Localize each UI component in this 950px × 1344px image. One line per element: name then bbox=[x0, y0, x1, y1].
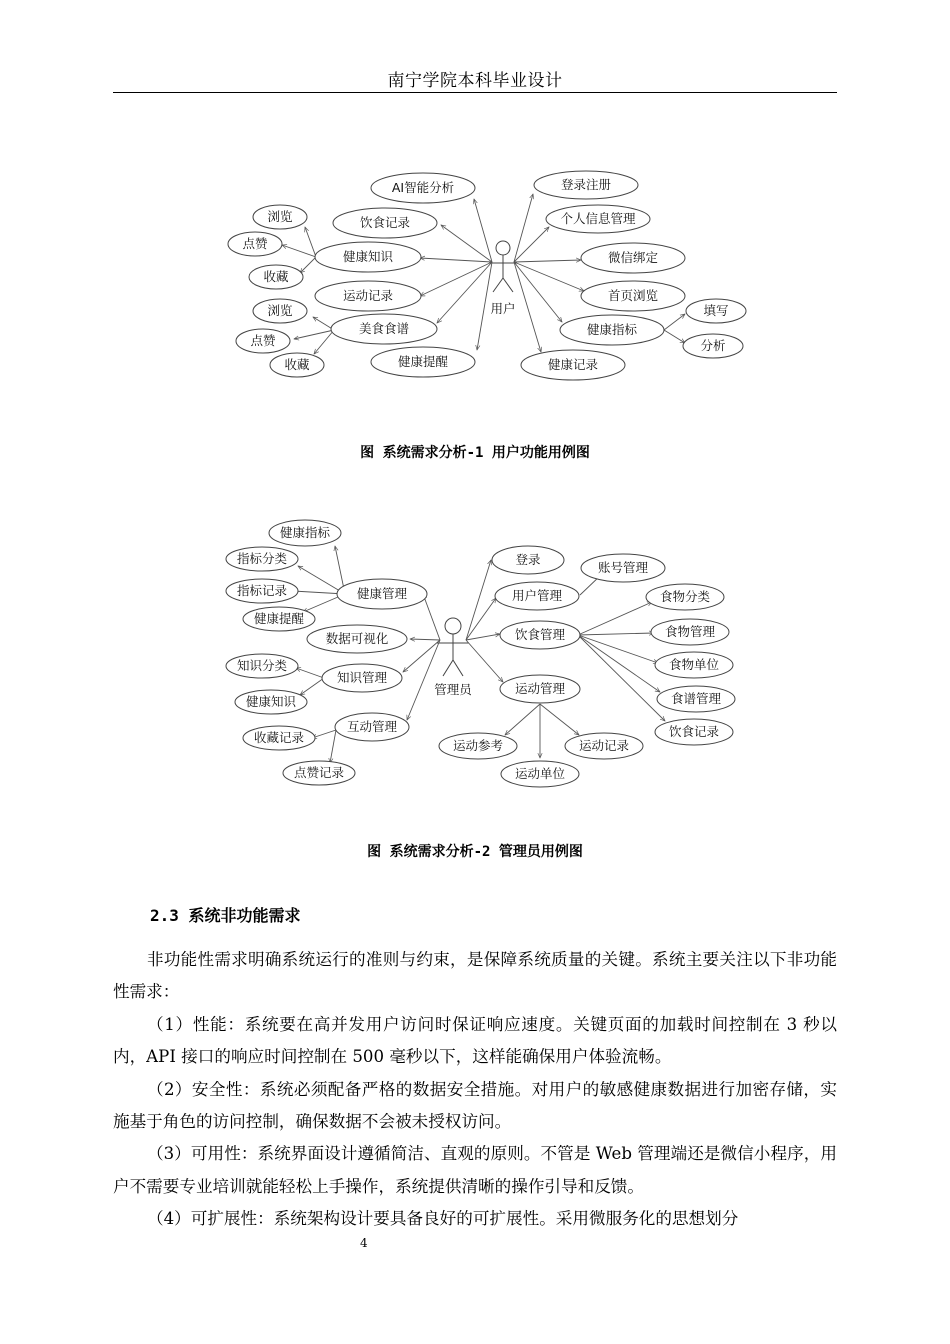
use-case-knowledge-browse bbox=[253, 205, 307, 229]
svg-text:饮食记录: 饮食记录 bbox=[359, 215, 411, 230]
paragraph: （1）性能：系统要在高并发用户访问时保证响应速度。关键页面的加载时间控制在 3 秒以内，API 接口的响应时间控制在 500 毫秒以下，这样能确保用户体验流畅。 bbox=[113, 1014, 837, 1067]
svg-text:健康记录: 健康记录 bbox=[547, 357, 599, 372]
svg-text:指标记录: 指标记录 bbox=[236, 583, 288, 598]
use-case-exercise-management bbox=[500, 675, 580, 703]
paragraph: 非功能性需求明确系统运行的准则与约束，是保障系统质量的关键。系统主要关注以下非功能性需求： bbox=[113, 950, 837, 1002]
svg-text:AI智能分析: AI智能分析 bbox=[391, 180, 455, 195]
svg-text:运动记录: 运动记录 bbox=[578, 738, 630, 753]
svg-text:点赞: 点赞 bbox=[242, 236, 268, 251]
svg-text:登录: 登录 bbox=[515, 552, 541, 567]
svg-text:健康提醒: 健康提醒 bbox=[397, 354, 449, 369]
page-number: 4 bbox=[360, 1236, 368, 1250]
svg-text:运动单位: 运动单位 bbox=[514, 766, 566, 781]
use-case-exercise-reference bbox=[439, 733, 517, 759]
use-case-health-reminder bbox=[371, 347, 475, 377]
use-case-wechat-binding bbox=[581, 243, 685, 273]
use-case-profile-management bbox=[546, 205, 650, 233]
svg-text:登录注册: 登录注册 bbox=[560, 177, 612, 192]
paragraph: （4）可扩展性：系统架构设计要具备良好的可扩展性。采用微服务化的思想划分 bbox=[147, 1209, 739, 1229]
admin-use-case-diagram bbox=[0, 515, 950, 795]
use-case-ai-analysis bbox=[371, 173, 475, 203]
use-case-exercise-unit bbox=[501, 761, 579, 787]
svg-text:收藏: 收藏 bbox=[284, 357, 310, 372]
svg-text:食物管理: 食物管理 bbox=[664, 624, 716, 639]
figure-1-caption: 图 系统需求分析-1 用户功能用例图 bbox=[360, 445, 590, 461]
use-case-recipe-management bbox=[657, 686, 735, 712]
svg-text:浏览: 浏览 bbox=[267, 303, 293, 318]
use-case-user-management bbox=[495, 582, 579, 610]
svg-text:填写: 填写 bbox=[703, 303, 729, 318]
svg-text:健康知识: 健康知识 bbox=[342, 249, 394, 264]
use-case-health-record bbox=[521, 350, 625, 380]
user-actor-label: 用户 bbox=[490, 301, 516, 316]
admin-actor-label: 管理员 bbox=[434, 682, 472, 697]
figure-2-caption: 图 系统需求分析-2 管理员用例图 bbox=[367, 844, 583, 860]
use-case-health-knowledge bbox=[235, 690, 307, 714]
svg-text:运动参考: 运动参考 bbox=[452, 738, 504, 753]
use-case-food-unit bbox=[655, 652, 733, 678]
use-case-interaction-management bbox=[335, 713, 409, 741]
use-case-like-record bbox=[283, 761, 355, 785]
use-case-knowledge-favorite bbox=[249, 265, 303, 289]
svg-text:数据可视化: 数据可视化 bbox=[325, 631, 389, 646]
svg-text:知识分类: 知识分类 bbox=[236, 658, 288, 673]
svg-text:个人信息管理: 个人信息管理 bbox=[560, 211, 636, 226]
svg-text:互动管理: 互动管理 bbox=[346, 719, 398, 734]
svg-text:食谱管理: 食谱管理 bbox=[670, 691, 722, 706]
use-case-knowledge-category bbox=[226, 654, 298, 678]
use-case-indicator-category bbox=[226, 547, 298, 571]
use-case-food-management bbox=[651, 619, 729, 645]
use-case-knowledge-management bbox=[322, 664, 402, 692]
user-actor bbox=[489, 241, 517, 292]
use-case-recipe-favorite bbox=[270, 353, 324, 377]
use-case-diet-management bbox=[500, 621, 580, 649]
svg-text:饮食管理: 饮食管理 bbox=[514, 627, 566, 642]
use-case-health-management bbox=[337, 579, 427, 609]
svg-text:知识管理: 知识管理 bbox=[336, 670, 388, 685]
use-case-recipe-like bbox=[236, 329, 290, 353]
body-text bbox=[113, 944, 837, 1236]
use-case-diet-record bbox=[655, 719, 733, 745]
use-case-recipe bbox=[331, 314, 437, 344]
paragraph: （2）安全性：系统必须配备严格的数据安全措施。对用户的敏感健康数据进行加密存储，实施基于角色的访问控制，确保数据不会被未授权访问。 bbox=[113, 1079, 837, 1132]
svg-text:健康提醒: 健康提醒 bbox=[253, 611, 305, 626]
use-case-indicator-analyze bbox=[683, 334, 743, 358]
use-case-data-visualization bbox=[307, 625, 407, 653]
use-case-login-register bbox=[534, 171, 638, 199]
svg-text:指标分类: 指标分类 bbox=[236, 551, 288, 566]
use-case-exercise-record bbox=[315, 281, 421, 311]
svg-text:美食食谱: 美食食谱 bbox=[358, 321, 410, 336]
use-case-account-management bbox=[581, 554, 665, 582]
section-heading: 2.3 系统非功能需求 bbox=[150, 906, 301, 925]
svg-text:运动记录: 运动记录 bbox=[342, 288, 394, 303]
svg-text:点赞记录: 点赞记录 bbox=[293, 765, 345, 780]
svg-text:点赞: 点赞 bbox=[250, 333, 276, 348]
user-use-case-diagram bbox=[0, 160, 950, 400]
svg-text:收藏记录: 收藏记录 bbox=[253, 730, 305, 745]
svg-text:运动管理: 运动管理 bbox=[514, 681, 566, 696]
use-case-health-knowledge bbox=[315, 242, 421, 272]
svg-text:健康指标: 健康指标 bbox=[586, 322, 638, 337]
use-case-indicator-fill bbox=[686, 299, 746, 323]
use-case-exercise-record bbox=[565, 733, 643, 759]
running-header: 南宁学院本科毕业设计 bbox=[387, 71, 563, 91]
svg-text:账号管理: 账号管理 bbox=[597, 560, 649, 575]
svg-text:健康知识: 健康知识 bbox=[245, 694, 297, 709]
use-case-health-indicator bbox=[269, 520, 341, 546]
paragraph: （3）可用性：系统界面设计遵循简洁、直观的原则。不管是 Web 管理端还是微信小程序，用户不需要专业培训就能轻松上手操作，系统提供清晰的操作引导和反馈。 bbox=[113, 1144, 837, 1196]
svg-text:微信绑定: 微信绑定 bbox=[607, 250, 659, 265]
svg-text:饮食记录: 饮食记录 bbox=[668, 724, 720, 739]
use-case-recipe-browse bbox=[253, 299, 307, 323]
header-rule bbox=[113, 92, 837, 93]
use-case-diet-record bbox=[333, 208, 437, 238]
svg-text:首页浏览: 首页浏览 bbox=[607, 288, 659, 303]
svg-text:浏览: 浏览 bbox=[267, 209, 293, 224]
svg-text:健康指标: 健康指标 bbox=[279, 525, 331, 540]
use-case-indicator-record bbox=[226, 579, 298, 603]
use-case-knowledge-like bbox=[228, 232, 282, 256]
use-case-home-browse bbox=[581, 281, 685, 311]
svg-text:健康管理: 健康管理 bbox=[356, 586, 408, 601]
admin-actor bbox=[437, 618, 469, 676]
svg-text:收藏: 收藏 bbox=[263, 269, 289, 284]
use-case-food-category bbox=[646, 584, 724, 610]
svg-text:用户管理: 用户管理 bbox=[511, 588, 563, 603]
svg-text:食物分类: 食物分类 bbox=[659, 589, 711, 604]
svg-text:分析: 分析 bbox=[700, 338, 726, 353]
use-case-health-reminder bbox=[243, 607, 315, 631]
use-case-favorite-record bbox=[243, 726, 315, 750]
use-case-health-indicator bbox=[560, 315, 664, 345]
use-case-login bbox=[492, 546, 564, 574]
svg-text:食物单位: 食物单位 bbox=[668, 657, 720, 672]
